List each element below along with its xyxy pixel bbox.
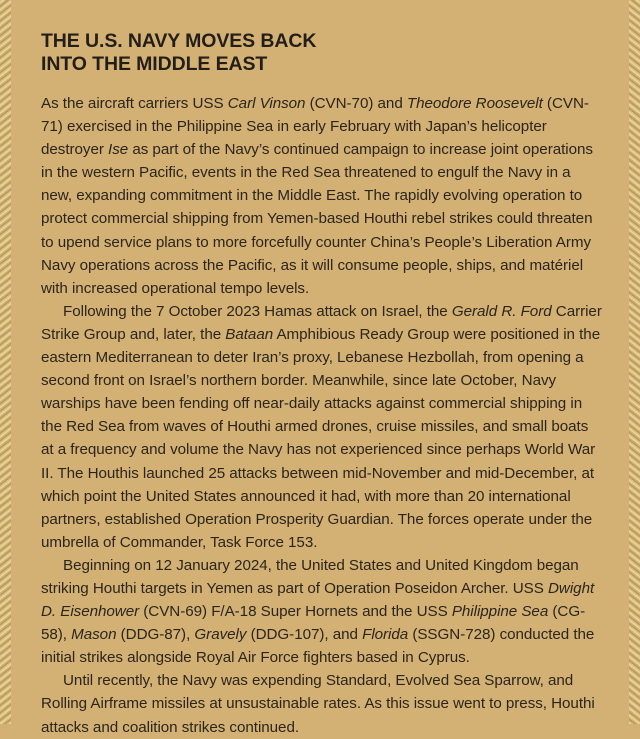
paragraph-3: Beginning on 12 January 2024, the United States and United Kingdom began striking Houthi targets in Yemen as part of Operation Poseidon Archer. USS Dwight D. Eisenhower (CVN-69) F/A-18 Super Hornets and the USS Philippine Sea (CG-58), Mason (DDG-87), Gravely (DDG-107), and Florida (SSGN-728) conducted the initial strikes alongside Royal Air Force fighters based in Cyprus. <box>41 556 595 667</box>
page-title <box>41 30 561 76</box>
paragraph-4: Until recently, the Navy was expending Standard, Evolved Sea Sparrow, and Rolling Airframe missiles at unsustainable rates. As this issue went to press, Houthi attacks and coalition strikes continued. <box>41 672 595 736</box>
ship-name: Gravely <box>194 626 247 644</box>
ship-name: Carl Vinson <box>227 95 306 112</box>
paragraph-1: As the aircraft carriers USS Carl Vinson (CVN-70) and Theodore Roosevelt (CVN-71) exercised in the Philippine Sea in early February with Japan’s helicopter destroyer Ise as part of the Navy’s continued campaign to increase joint operations in the western Pacific, events in the Red Sea threatened to engulf the Navy in a new, expanding commitment in the Middle East. The rapidly evolving operation to protect commercial shipping from Yemen-based Houthi rebel strikes could threaten to upend service plans to more forcefully counter China’s People’s Liberation Army Navy operations across the Pacific, as it will consume people, ships, and matériel with increased operational tempo levels. <box>41 95 593 297</box>
paragraph-2: Following the 7 October 2023 Hamas attack on Israel, the Gerald R. Ford Carrier Strike Group and, later, the Bataan Amphibious Ready Group were positioned in the eastern Mediterranean to deter Iran’s proxy, Lebanese Hezbollah, from opening a second front on Israel’s northern border. Meanwhile, since late October, Navy warships have been fending off near-daily attacks against commercial shipping in the Red Sea from waves of Houthi armed drones, cruise missiles, and small boats at a frequency and volume the Navy has not experienced since perhaps World War II. The Houthis launched 25 attacks between mid-November and mid-December, at which point the United States announced it had, with more than 20 international partners, established Operation Prosperity Guardian. The forces operate under the umbrella of Commander, Task Force 153. <box>41 302 602 551</box>
ship-name: Florida <box>362 626 409 644</box>
ship-name: Ise <box>108 141 129 159</box>
article-body <box>41 92 604 739</box>
decorative-right-border <box>629 0 640 724</box>
ship-name: Gerald R. Ford <box>451 302 552 320</box>
ship-name: Bataan <box>225 325 274 343</box>
ship-name: Philippine Sea <box>451 603 549 621</box>
headline-line-2: INTO THE MIDDLE EAST <box>41 53 268 75</box>
decorative-left-border <box>0 0 11 724</box>
ship-name: Mason <box>71 626 117 644</box>
ship-name: Theodore Roosevelt <box>406 95 543 112</box>
headline-line-1: THE U.S. NAVY MOVES BACK <box>41 30 317 52</box>
ship-name: Dwight D. Eisenhower <box>41 579 595 621</box>
